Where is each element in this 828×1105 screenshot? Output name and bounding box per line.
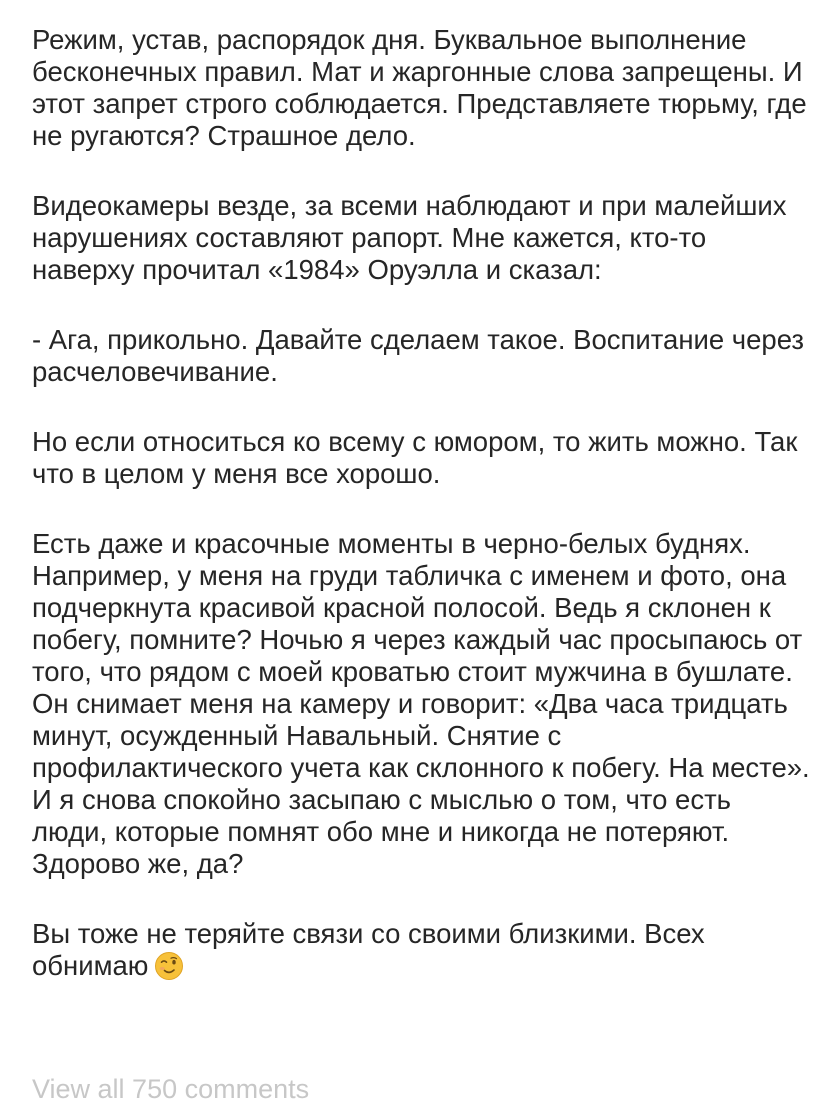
closing-text: Вы тоже не теряйте связи со своими близкими. Всех обнимаю: [32, 918, 705, 981]
caption-paragraph-1: Режим, устав, распорядок дня. Буквальное выполнение бесконечных правил. Мат и жаргонные слова запрещены. И этот запрет строго соблюдается. Представляете тюрьму, где не ругаются? Страшное дело.: [32, 24, 807, 151]
post-caption: [32, 24, 812, 982]
caption-paragraph-closing: [32, 918, 812, 982]
caption-paragraph-4: Но если относиться ко всему с юмором, то жить можно. Так что в целом у меня все хорошо.: [32, 426, 798, 489]
caption-paragraph-2: Видеокамеры везде, за всеми наблюдают и при малейших нарушениях составляют рапорт. Мне кажется, кто-то наверху прочитал «1984» Оруэлла и сказал:: [32, 190, 787, 285]
caption-paragraph-3: - Ага, прикольно. Давайте сделаем такое. Воспитание через расчеловечивание.: [32, 324, 805, 387]
view-all-comments-link[interactable]: View all 750 comments: [32, 1074, 310, 1104]
caption-paragraph-5: Есть даже и красочные моменты в черно-белых буднях. Например, у меня на груди табличка с именем и фото, она подчеркнута красивой красной полосой. Ведь я склонен к побегу, помните? Ночью я через каждый час просыпаюсь от того, что рядом с моей кроватью стоит мужчина в бушлате. Он снимает меня на камеру и говорит: «Два часа тридцать минут, осужденный Навальный. Снятие с профилактического учета как склонного к побегу. На месте». И я снова спокойно засыпаю с мыслью о том, что есть люди, которые помнят обо мне и никогда не потеряют. Здорово же, да?: [32, 528, 810, 879]
winking-face-emoji-icon: [154, 951, 184, 981]
